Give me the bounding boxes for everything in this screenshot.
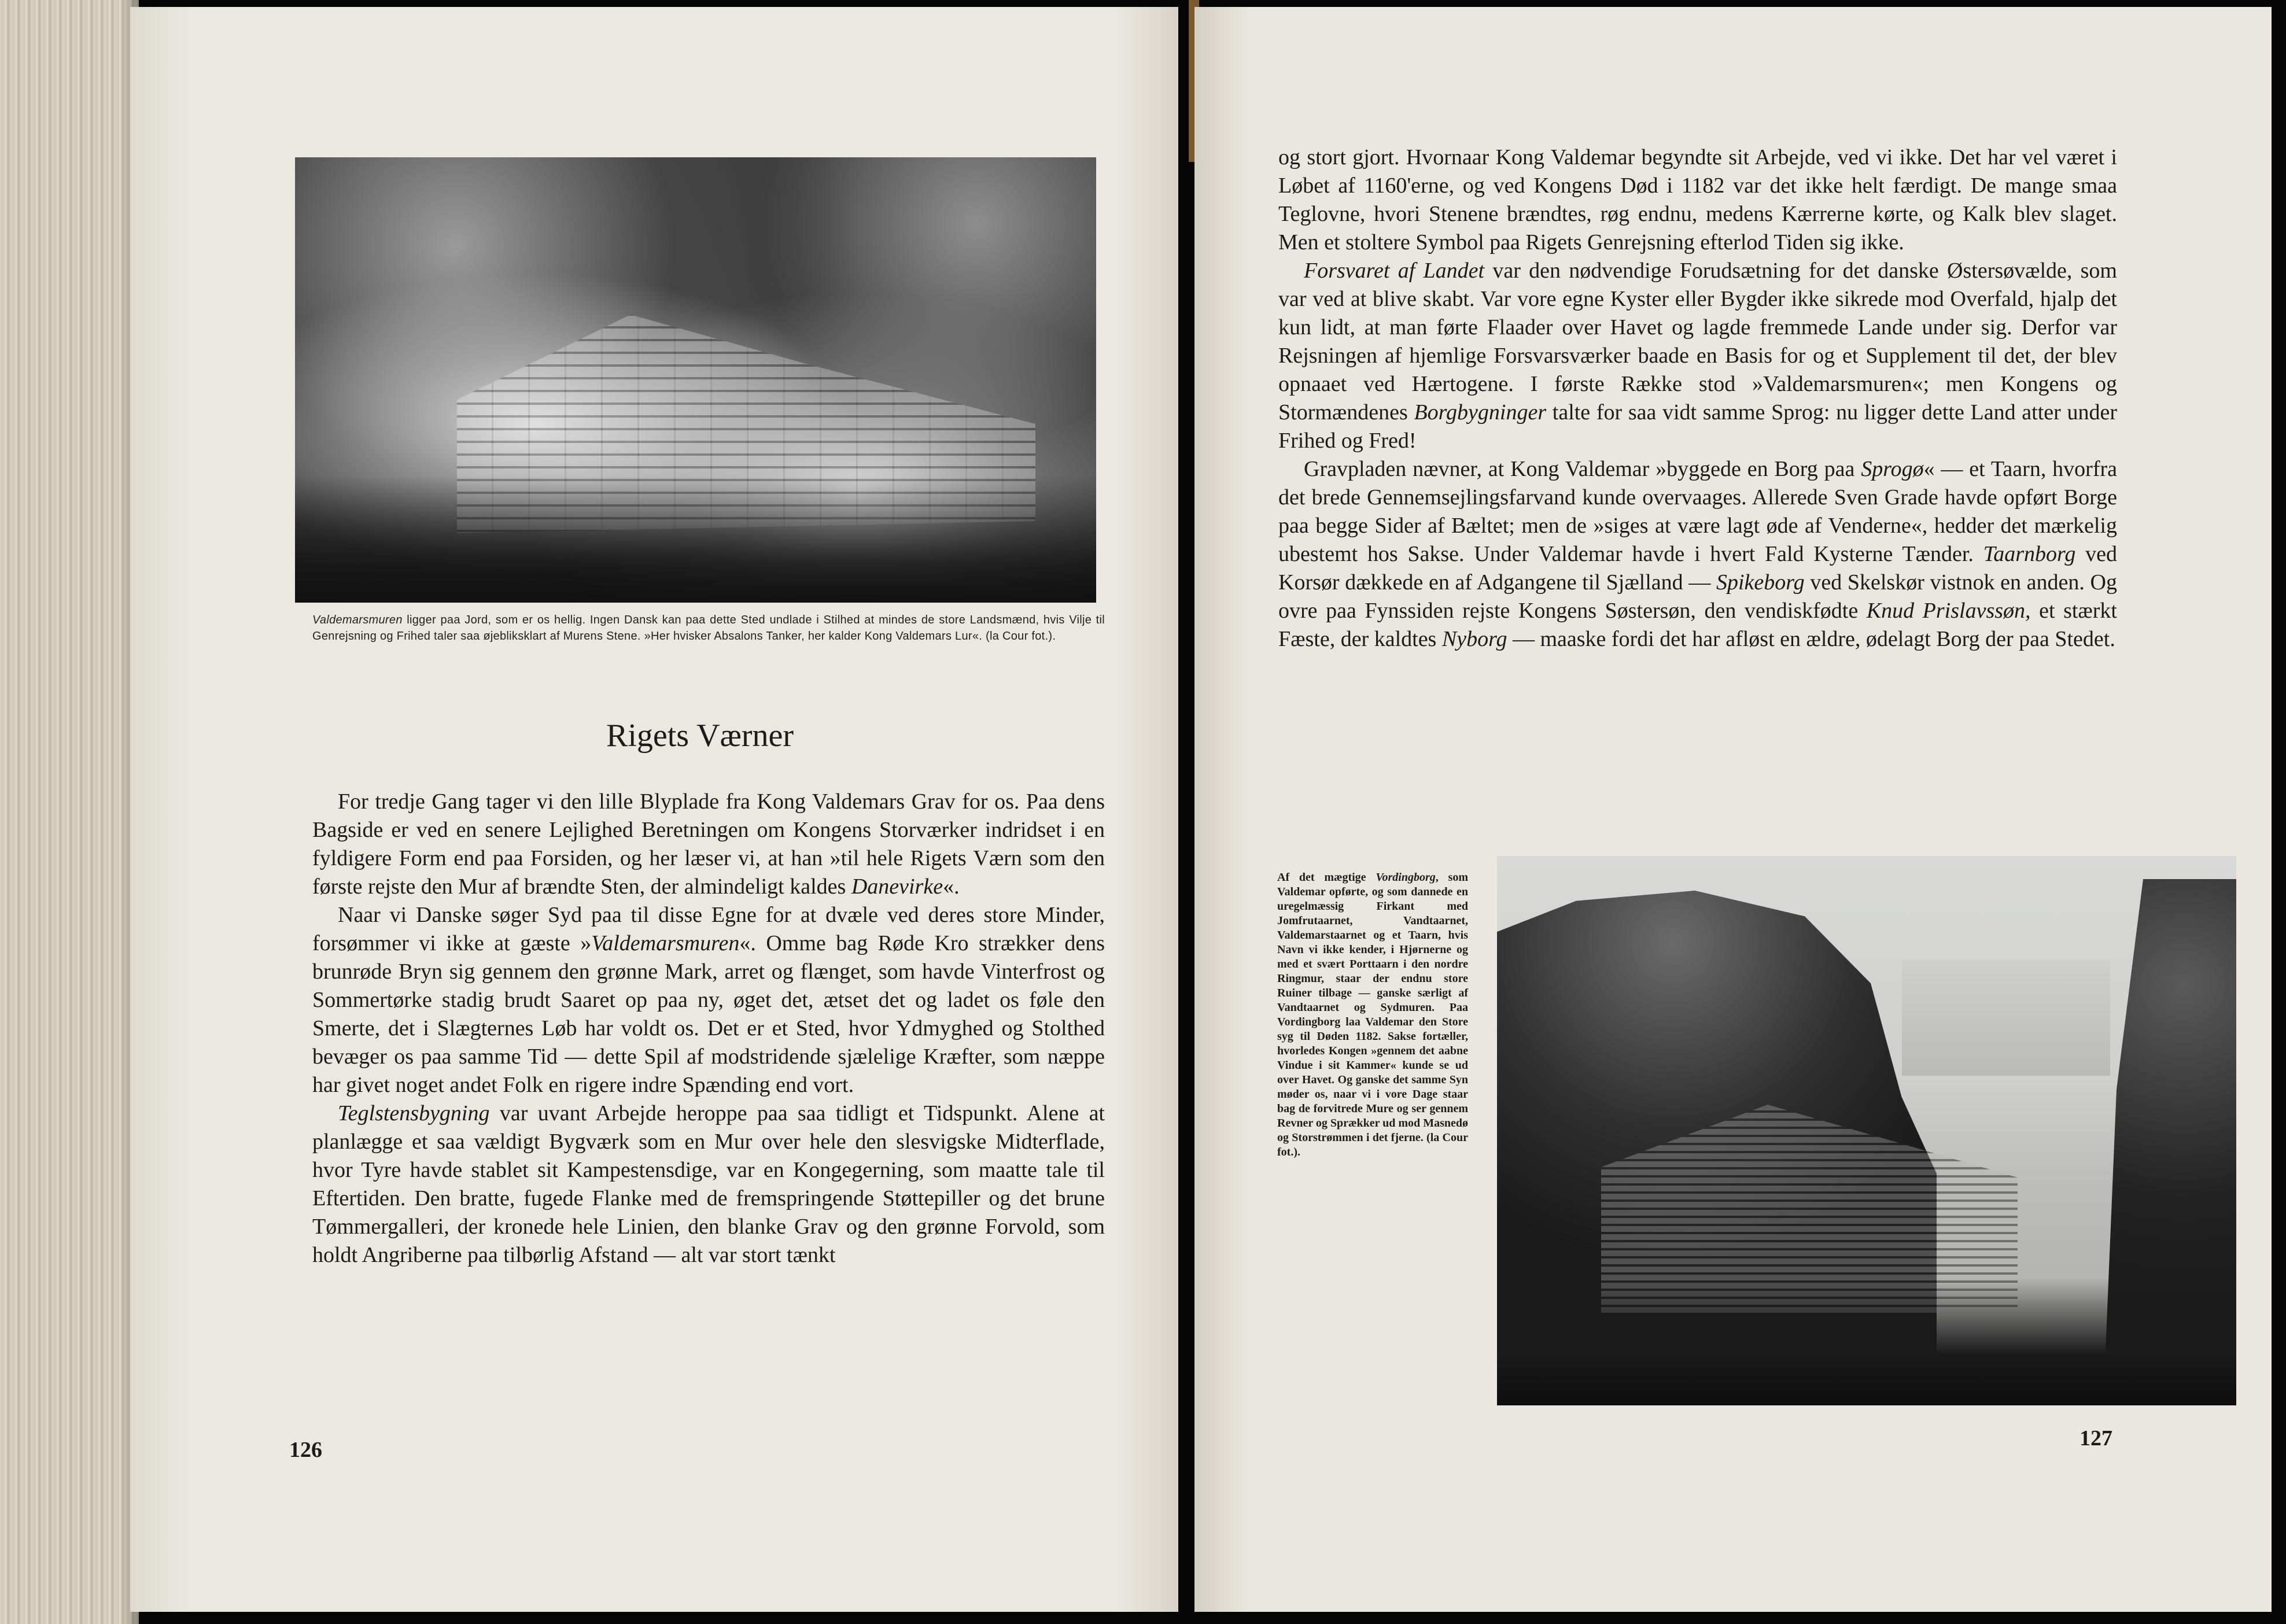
italic-text: Vordingborg: [1376, 871, 1436, 884]
text-run: , som Valdemar opførte, og som dannede en uregelmæssig Firkant med Jomfrutaarnet, Vandtaarnet, Valdemarstaarnet og et Taarn, hvis Navn vi ikke kender, i Hjørnerne og med et svært Porttaarn i den nordre Ringmur, staar der endnu store Ruiner tilbage — ganske særligt af Vandtaarnet og Sydmuren. Paa Vordingborg laa Valdemar den Store syg til Døden 1182. Sakse fortæller, hvorledes Kongen »gennem det aabne Vindue i sit Kammer« kunde se ud over Havet. Og ganske det samme Syn møder os, naar vi i vore Dage staar bag de forvitrede Mure og ser gennem Revner og Sprækker ud mod Masnedø og Storstrømmen i det fjerne. (la Cour fot.).: [1277, 871, 1468, 1158]
ruin-photo-caption: [1277, 870, 1468, 1160]
text-run: Naar vi Danske søger Syd paa til disse Egne for at dvæle ved deres store Minder, forsømmer vi ikke at gæste »: [312, 903, 1105, 955]
text-run: Gravpladen nævner, at Kong Valdemar »byggede en Borg paa: [1304, 457, 1861, 481]
text-run: « — et Taarn, hvorfra det brede Gennemsejlingsfarvand kunde overvaages. Allerede Sven Grade havde opført Borge paa begge Sider af Bæltet; men de »siges at være lagt øde af Venderne«, hedder det mærkelig ubestemt hos Sakse. Under Valdemar havde i hvert Fald Kysterne Tænder.: [1278, 457, 2117, 566]
paragraph: [1278, 257, 2117, 455]
left-body-text: [312, 788, 1105, 1269]
page-number-right: 127: [2079, 1426, 2112, 1450]
paragraph: [1278, 143, 2117, 257]
wall-photo-caption: [312, 612, 1105, 644]
italic-text: Nyborg: [1441, 627, 1507, 651]
text-run: et stærkt Fæste, der kaldtes: [1278, 599, 2117, 651]
text-run: ved Korsør dækkede en af Adgangene til Sjælland —: [1278, 542, 2118, 595]
ruin-ground: [1497, 1278, 2236, 1405]
caption-text: ligger paa Jord, som er os hellig. Ingen Dansk kan paa dette Sted undlade i Stilhed at mindes de store Landsmænd, hvis Vilje til Genrejsning og Frihed taler saa øjebliksklart af Murens Stene. »Her hvisker Absalons Tanker, her kalder Kong Valdemars Lur«. (la Cour fot.).: [312, 614, 1105, 643]
text-run: var den nødvendige Forudsætning for det danske Østersøvælde, som var ved at blive skabt. Var vore egne Kyster eller Bygder ikke sikrede mod Overfald, hjalp det kun lidt, at man førte Flaader over Havet og lagde fremmede Lande under sig. Derfor var Rejsningen af hjemlige Forsvarsværker baade en Basis for og et Supplement til det, der blev opnaaet ved Hærtogene. I første Række stod »Valdemarsmuren«; men Kongens og Stormændenes: [1278, 259, 2117, 425]
right-body-text: [1278, 143, 2117, 654]
vordingborg-ruin-photo: [1497, 856, 2236, 1405]
page-number-left: 126: [289, 1438, 322, 1462]
italic-text: Knud Prislavssøn,: [1866, 599, 2031, 623]
text-run: For tredje Gang tager vi den lille Blyplade fra Kong Valdemars Grav for os. Paa dens Bagside er ved en senere Lejlighed Beretningen om Kongens Storværker indridset i en fyldigere Form end paa Forsiden, og her læser vi, at han »til hele Rigets Værn som den første rejste den Mur af brændte Sten, der almindeligt kaldes: [312, 789, 1105, 899]
paragraph: [312, 1099, 1105, 1269]
italic-text: Taarnborg: [1983, 542, 2076, 566]
italic-text: Danevirke: [851, 874, 943, 899]
text-run: Af det mægtige: [1277, 871, 1376, 884]
italic-text: Valdemarsmuren: [591, 931, 740, 955]
italic-text: Spikeborg: [1716, 570, 1805, 595]
text-run: ved Skelskør vistnok en anden. Og ovre paa Fynssiden rejste Kongens Søstersøn, den vendiskfødte: [1278, 570, 2118, 623]
paragraph: [1278, 455, 2117, 654]
grass-foreground: [295, 475, 1096, 603]
text-run: var uvant Arbejde heroppe paa saa tidligt et Tidspunkt. Alene at planlægge et saa vældigt Bygværk som en Mur over hele den slesvigske Midterflade, hvor Tyre havde stablet sit Kampestensdige, var en Kongegerning, som maatte tale til Eftertiden. Den bratte, fugede Flanke med de fremspringende Støttepiller og det brune Tømmergalleri, der kronede hele Linien, den blanke Grav og den grønne Forvold, som holdt Angriberne paa tilbørlig Afstand — alt var stort tænkt: [312, 1101, 1105, 1267]
valdemarsmuren-photo: [295, 157, 1096, 603]
sea-view: [1902, 960, 2110, 1076]
italic-text: Sprogø: [1861, 457, 1924, 481]
book-page-edges: [0, 0, 139, 1624]
italic-text: Forsvaret af Landet: [1304, 259, 1485, 283]
section-title: Rigets Værner: [606, 718, 794, 754]
text-run: «.: [943, 874, 960, 899]
paragraph: [312, 788, 1105, 901]
italic-text: Borgbygninger: [1414, 400, 1547, 425]
paragraph: [312, 901, 1105, 1099]
text-run: — maaske fordi det har afløst en ældre, ødelagt Borg der paa Stedet.: [1507, 627, 2115, 651]
italic-text: Teglstensbygning: [338, 1101, 490, 1125]
text-run: talte for saa vidt samme Sprog: nu ligger dette Land atter under Frihed og Fred!: [1278, 400, 2117, 453]
text-run: «. Omme bag Røde Kro strækker dens brunrøde Bryn sig gennem den grønne Mark, arret og flænget, som havde Vinterfrost og Sommertørke stadig brudt Saaret op paa ny, øget det, ætset det og ladet os føle den Smerte, det i Slægternes Løb har voldt os. Det er et Sted, hvor Ydmyghed og Stolthed bevæger os paa samme Tid — dette Spil af modstridende sjælelige Kræfter, som næppe har givet noget andet Folk en rigere indre Spænding end vort.: [312, 931, 1105, 1097]
caption-lead: Valdemarsmuren: [312, 614, 403, 626]
text-run: og stort gjort. Hvornaar Kong Valdemar begyndte sit Arbejde, ved vi ikke. Det har vel været i Løbet af 1160'erne, og ved Kongens Død i 1182 var det ikke helt færdigt. De mange smaa Teglovne, hvori Stenene brændtes, røg endnu, medens Kærrerne kørte, og Kalk blev slaget. Men et stoltere Symbol paa Rigets Genrejsning efterlod Tiden sig ikke.: [1278, 145, 2117, 254]
